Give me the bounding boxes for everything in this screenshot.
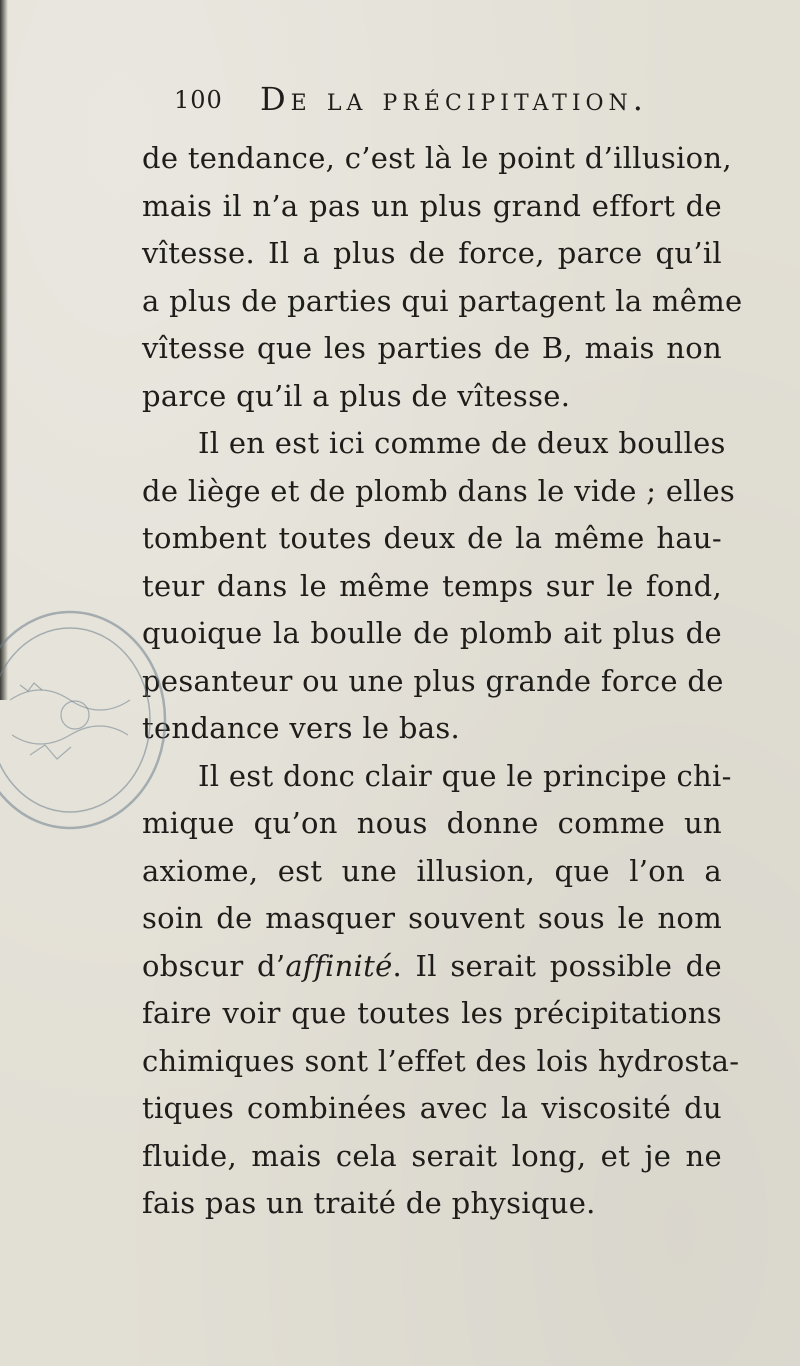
running-head — [160, 80, 720, 120]
text-line: mais il n’a pas un plus grand effort de — [142, 188, 722, 223]
running-title: De la précipitation. — [260, 80, 648, 118]
text-run: . Il serait possible de — [392, 948, 722, 983]
text-line: soin de masquer souvent sous le nom — [142, 901, 722, 935]
text-line: vîtesse que les parties de B, mais non — [142, 331, 722, 365]
text-line: quoique la boulle de plomb ait plus de — [142, 616, 722, 650]
text-line: parce qu’il a plus de vîtesse. — [142, 378, 571, 413]
text-line: vîtesse. Il a plus de force, parce qu’il — [142, 236, 722, 270]
text-line: mique qu’on nous donne comme un — [142, 806, 722, 840]
text-line: chimiques sont l’effet des lois hydrosta- — [142, 1043, 740, 1078]
text-line: fluide, mais cela serait long, et je ne — [142, 1138, 722, 1173]
page-number: 100 — [174, 86, 223, 114]
text-line: faire voir que toutes les précipitations — [142, 996, 722, 1030]
text-line: tiques combinées avec la viscosité du — [142, 1091, 722, 1125]
text-line: pesanteur ou une plus grande force de — [142, 663, 724, 698]
text-line — [142, 943, 722, 991]
text-run: obscur d’ — [142, 948, 286, 983]
text-line: tombent toutes deux de la même hau- — [142, 521, 722, 555]
text-line: de liège et de plomb dans le vide ; elles — [142, 473, 736, 508]
text-line: a plus de parties qui partagent la même — [142, 283, 743, 318]
text-line: fais pas un traité de physique. — [142, 1186, 596, 1220]
library-stamp — [0, 605, 170, 855]
binding-edge — [0, 0, 8, 700]
text-line: Il est donc clair que le principe chi- — [198, 758, 732, 793]
text-line: teur dans le même temps sur le fond, — [142, 568, 722, 603]
body-text — [142, 135, 743, 1228]
text-line: de tendance, c’est là le point d’illusion, — [142, 141, 732, 175]
text-line: axiome, est une illusion, que l’on a — [142, 853, 722, 888]
text-line: tendance vers le bas. — [142, 711, 461, 745]
italic-term: affinité — [285, 948, 393, 983]
text-line: Il en est ici comme de deux boulles — [198, 426, 726, 460]
